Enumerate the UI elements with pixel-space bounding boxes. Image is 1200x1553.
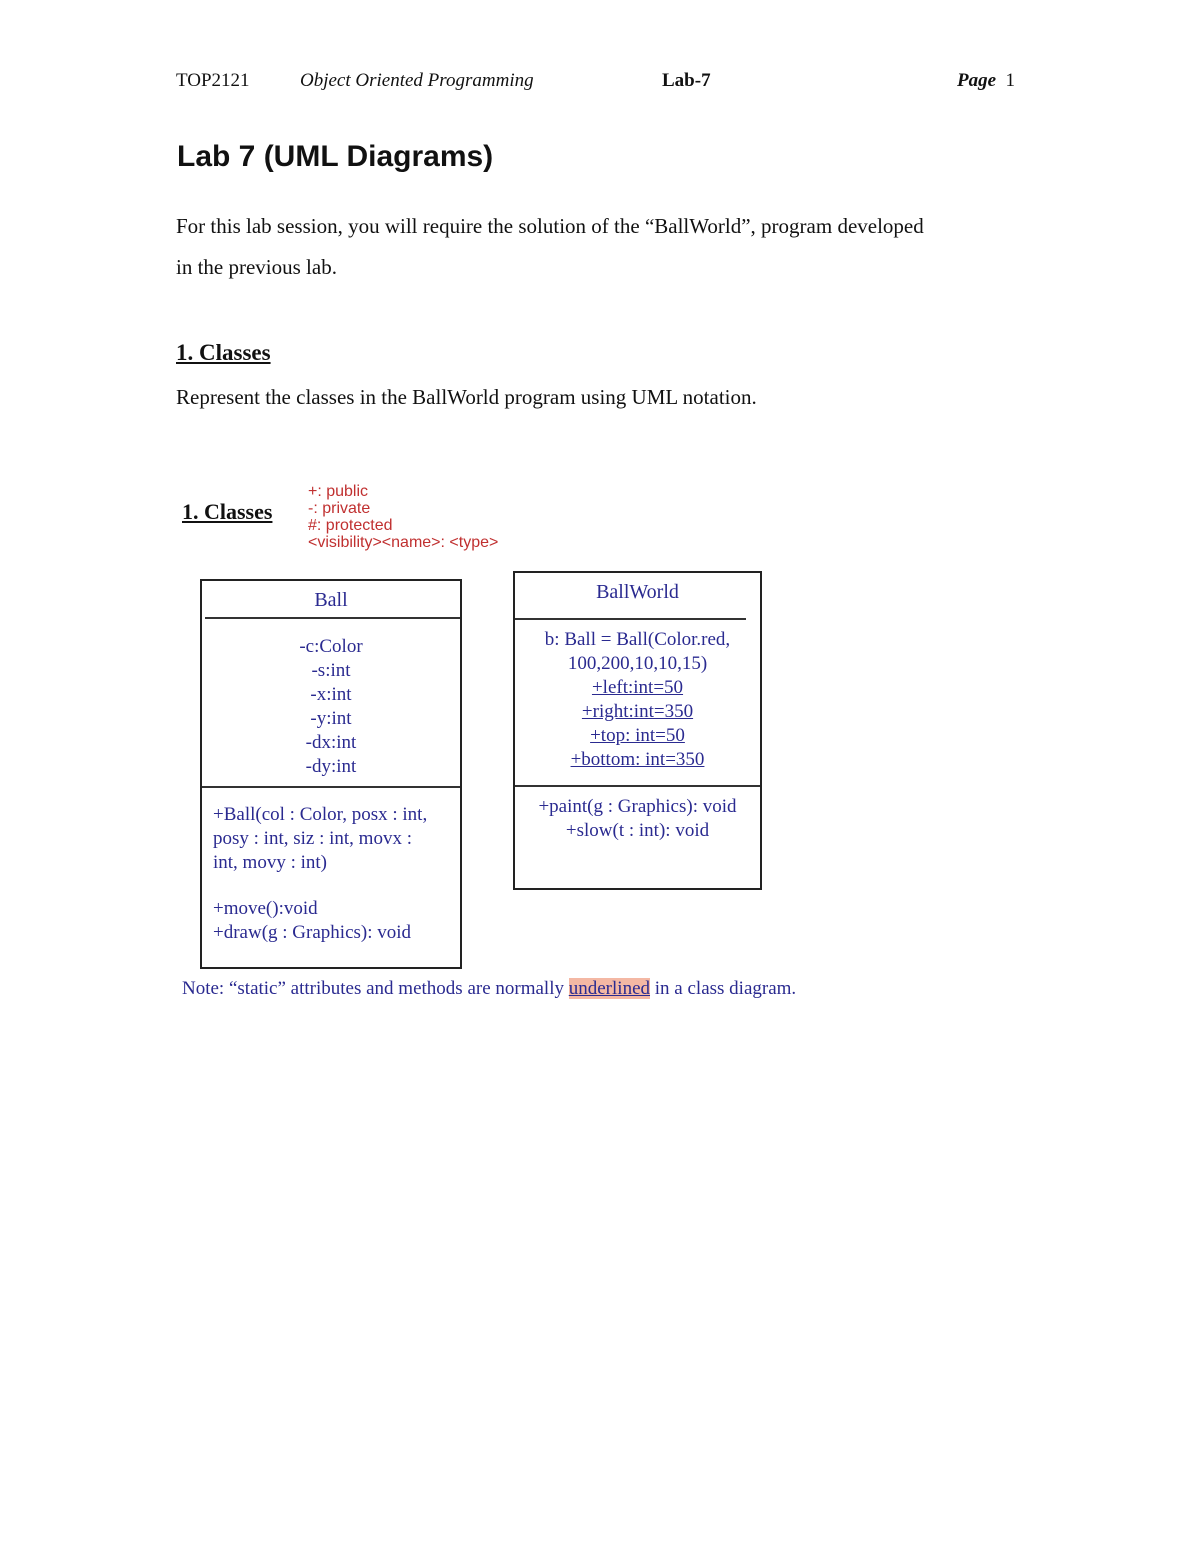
method: +move():void xyxy=(213,898,318,919)
page-label: Page xyxy=(957,70,997,91)
legend-protected: #: protected xyxy=(308,517,393,534)
intro-line-1: For this lab session, you will require the solution of the “BallWorld”, program developed xyxy=(176,214,924,238)
method: int, movy : int) xyxy=(213,852,327,873)
legend-private: -: private xyxy=(308,500,371,517)
attribute: -c:Color xyxy=(299,636,363,657)
divider xyxy=(515,785,760,787)
method: +draw(g : Graphics): void xyxy=(213,922,412,943)
note-highlight: underlined xyxy=(568,978,651,999)
intro-line-2: in the previous lab. xyxy=(176,255,337,279)
method: posy : int, siz : int, movx : xyxy=(213,828,412,849)
divider xyxy=(515,618,746,620)
static-attribute: +top: int=50 xyxy=(590,725,685,746)
section-heading: 1. Classes xyxy=(176,340,271,365)
attribute: -dx:int xyxy=(305,732,357,753)
course-code: TOP2121 xyxy=(176,70,250,91)
page-indicator xyxy=(957,70,1015,92)
static-attribute: +right:int=350 xyxy=(581,701,694,722)
method: +slow(t : int): void xyxy=(565,820,710,841)
method: +Ball(col : Color, posx : int, xyxy=(213,804,428,825)
diagram-note xyxy=(182,978,796,1000)
divider xyxy=(205,617,460,619)
method: +paint(g : Graphics): void xyxy=(538,796,737,817)
ballworld-attributes xyxy=(515,628,760,772)
static-attribute: +bottom: int=350 xyxy=(570,749,705,770)
ball-class-name: Ball xyxy=(314,589,348,611)
ballworld-class-name: BallWorld xyxy=(596,581,679,603)
static-attribute: +left:int=50 xyxy=(591,677,684,698)
ball-methods xyxy=(213,803,427,945)
legend-public: +: public xyxy=(308,483,369,500)
attribute: 100,200,10,10,15) xyxy=(567,653,708,674)
attribute: -y:int xyxy=(310,708,352,729)
attribute: -s:int xyxy=(311,660,351,681)
course-name: Object Oriented Programming xyxy=(300,70,534,91)
divider xyxy=(202,786,460,788)
ball-class-box xyxy=(200,579,462,969)
ball-attributes xyxy=(202,635,460,779)
lab-label: Lab-7 xyxy=(662,70,711,91)
diagram-heading: 1. Classes xyxy=(182,499,273,524)
page-title: Lab 7 (UML Diagrams) xyxy=(177,140,494,173)
attribute: -x:int xyxy=(310,684,352,705)
page-number: 1 xyxy=(1005,70,1016,91)
note-text: Note: “static” attributes and methods are normally xyxy=(182,978,564,999)
attribute: b: Ball = Ball(Color.red, xyxy=(544,629,731,650)
attribute: -dy:int xyxy=(305,756,357,777)
legend-format: <visibility><name>: <type> xyxy=(308,534,499,551)
ballworld-class-box xyxy=(513,571,762,890)
section-text: Represent the classes in the BallWorld program using UML notation. xyxy=(176,385,757,409)
ballworld-methods xyxy=(515,795,760,843)
note-text: in a class diagram. xyxy=(654,978,797,999)
